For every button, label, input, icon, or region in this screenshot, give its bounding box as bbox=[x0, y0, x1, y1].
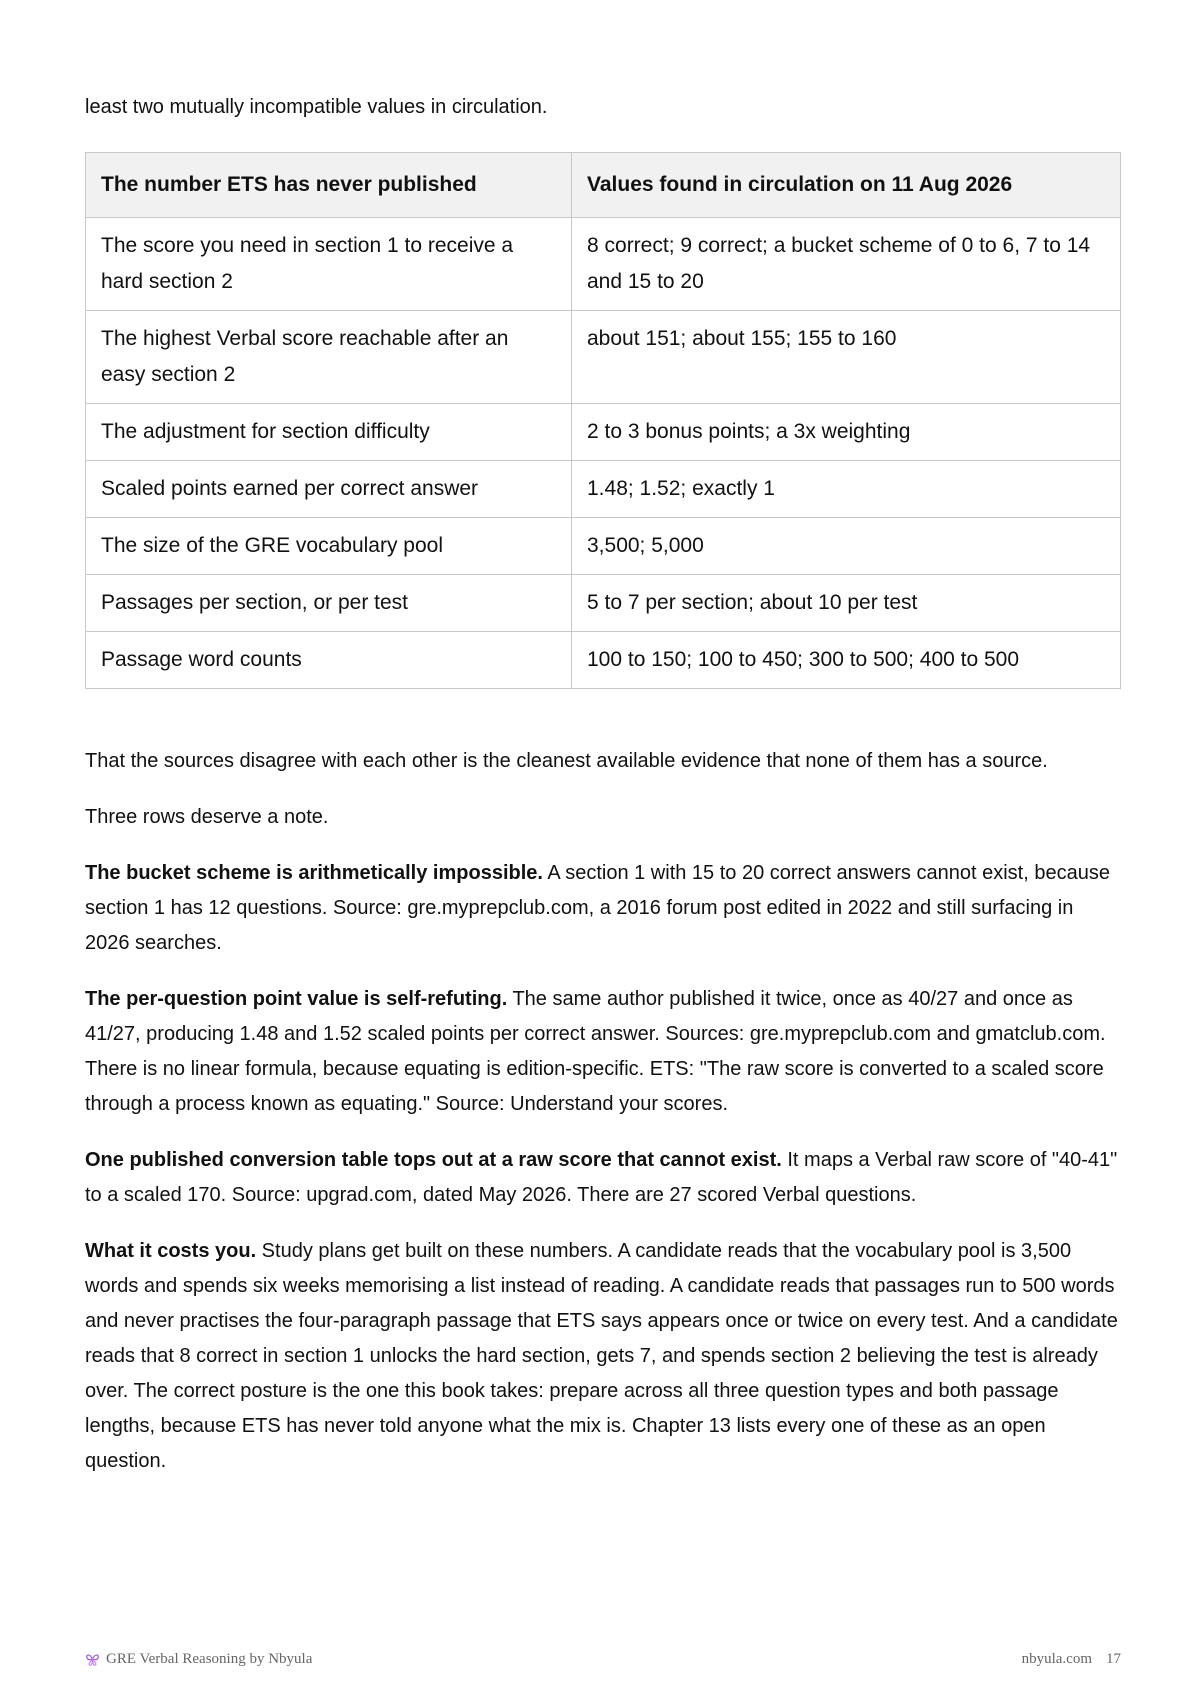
table-row bbox=[86, 218, 1121, 311]
paragraph-conversion-table bbox=[85, 1143, 1121, 1213]
paragraph-text: It maps a Verbal raw score of "40-41" to a scaled 170. Source: upgrad.com, dated May 2026. There are 27 scored Verbal questions. bbox=[85, 1149, 1118, 1206]
paragraph-text: A section 1 with 15 to 20 correct answers cannot exist, because section 1 has 12 questions. Source: gre.myprepclub.com, a 2016 forum post edited in 2022 and still surfacing in 2026 searches. bbox=[85, 862, 1110, 954]
book-title: GRE Verbal Reasoning by Nbyula bbox=[106, 1651, 313, 1667]
table-cell-values: 1.48; 1.52; exactly 1 bbox=[572, 461, 1121, 518]
table-row bbox=[86, 632, 1121, 689]
table-cell-claim: The size of the GRE vocabulary pool bbox=[86, 518, 572, 575]
paragraph-three-rows bbox=[85, 800, 1121, 835]
table-cell-values: 100 to 150; 100 to 450; 300 to 500; 400 to 500 bbox=[572, 632, 1121, 689]
column-header-circulating-values: Values found in circulation on 11 Aug 2026 bbox=[572, 153, 1121, 218]
paragraph-lead-in: What it costs you. bbox=[85, 1240, 257, 1262]
table-cell-claim: Passages per section, or per test bbox=[86, 575, 572, 632]
table-cell-claim: Scaled points earned per correct answer bbox=[86, 461, 572, 518]
site-name: nbyula.com bbox=[1021, 1651, 1092, 1667]
table-cell-values: 5 to 7 per section; about 10 per test bbox=[572, 575, 1121, 632]
table-row bbox=[86, 404, 1121, 461]
table-row bbox=[86, 461, 1121, 518]
table-cell-claim: The highest Verbal score reachable after an easy section 2 bbox=[86, 311, 572, 404]
butterfly-logo-icon bbox=[85, 1652, 100, 1667]
table-cell-values: about 151; about 155; 155 to 160 bbox=[572, 311, 1121, 404]
lead-text: least two mutually incompatible values in circulation. bbox=[85, 96, 548, 118]
table-cell-claim: Passage word counts bbox=[86, 632, 572, 689]
paragraph-what-it-costs bbox=[85, 1234, 1121, 1479]
paragraph-text: Three rows deserve a note. bbox=[85, 806, 329, 828]
paragraph-text: That the sources disagree with each other is the cleanest available evidence that none of them has a source. bbox=[85, 750, 1048, 772]
table-row bbox=[86, 575, 1121, 632]
column-header-unpublished-number: The number ETS has never published bbox=[86, 153, 572, 218]
paragraph-text: The same author published it twice, once as 40/27 and once as 41/27, producing 1.48 and 1.52 scaled points per correct answer. Sources: gre.myprepclub.com and gmatclub.com. There is no linear formula, because equating is edition-specific. ETS: "The raw score is converted to a scaled score through a process known as equating." Source: Understand your scores. bbox=[85, 988, 1106, 1115]
paragraph-point-value bbox=[85, 982, 1121, 1122]
paragraph-lead-in: One published conversion table tops out at a raw score that cannot exist. bbox=[85, 1149, 782, 1171]
footer-brand bbox=[85, 1651, 312, 1668]
body-text bbox=[85, 744, 1121, 1500]
paragraph-lead-in: The per-question point value is self-refuting. bbox=[85, 988, 508, 1010]
table-cell-claim: The score you need in section 1 to receive a hard section 2 bbox=[86, 218, 572, 311]
paragraph-bucket-scheme bbox=[85, 856, 1121, 961]
paragraph-text: Study plans get built on these numbers. A candidate reads that the vocabulary pool is 3,500 words and spends six weeks memorising a list instead of reading. A candidate reads that passages run to 500 words and never practises the four-paragraph passage that ETS says appears once or twice on every test. And a candidate reads that 8 correct in section 1 unlocks the hard section, gets 7, and spends section 2 believing the test is already over. The correct posture is the one this book takes: prepare across all three question types and both passage lengths, because ETS has never told anyone what the mix is. Chapter 13 lists every one of these as an open question. bbox=[85, 1240, 1118, 1472]
paragraph-sources-disagree bbox=[85, 744, 1121, 779]
footer-meta bbox=[1022, 1651, 1121, 1668]
table-row bbox=[86, 518, 1121, 575]
table-header-row bbox=[86, 153, 1121, 218]
table-cell-values: 3,500; 5,000 bbox=[572, 518, 1121, 575]
table-cell-claim: The adjustment for section difficulty bbox=[86, 404, 572, 461]
paragraph-lead-in: The bucket scheme is arithmetically impossible. bbox=[85, 862, 543, 884]
page-footer bbox=[85, 1651, 1121, 1668]
table-cell-values: 8 correct; 9 correct; a bucket scheme of 0 to 6, 7 to 14 and 15 to 20 bbox=[572, 218, 1121, 311]
table-row bbox=[86, 311, 1121, 404]
claims-table bbox=[85, 152, 1121, 689]
table-cell-values: 2 to 3 bonus points; a 3x weighting bbox=[572, 404, 1121, 461]
page-number: 17 bbox=[1106, 1651, 1121, 1667]
